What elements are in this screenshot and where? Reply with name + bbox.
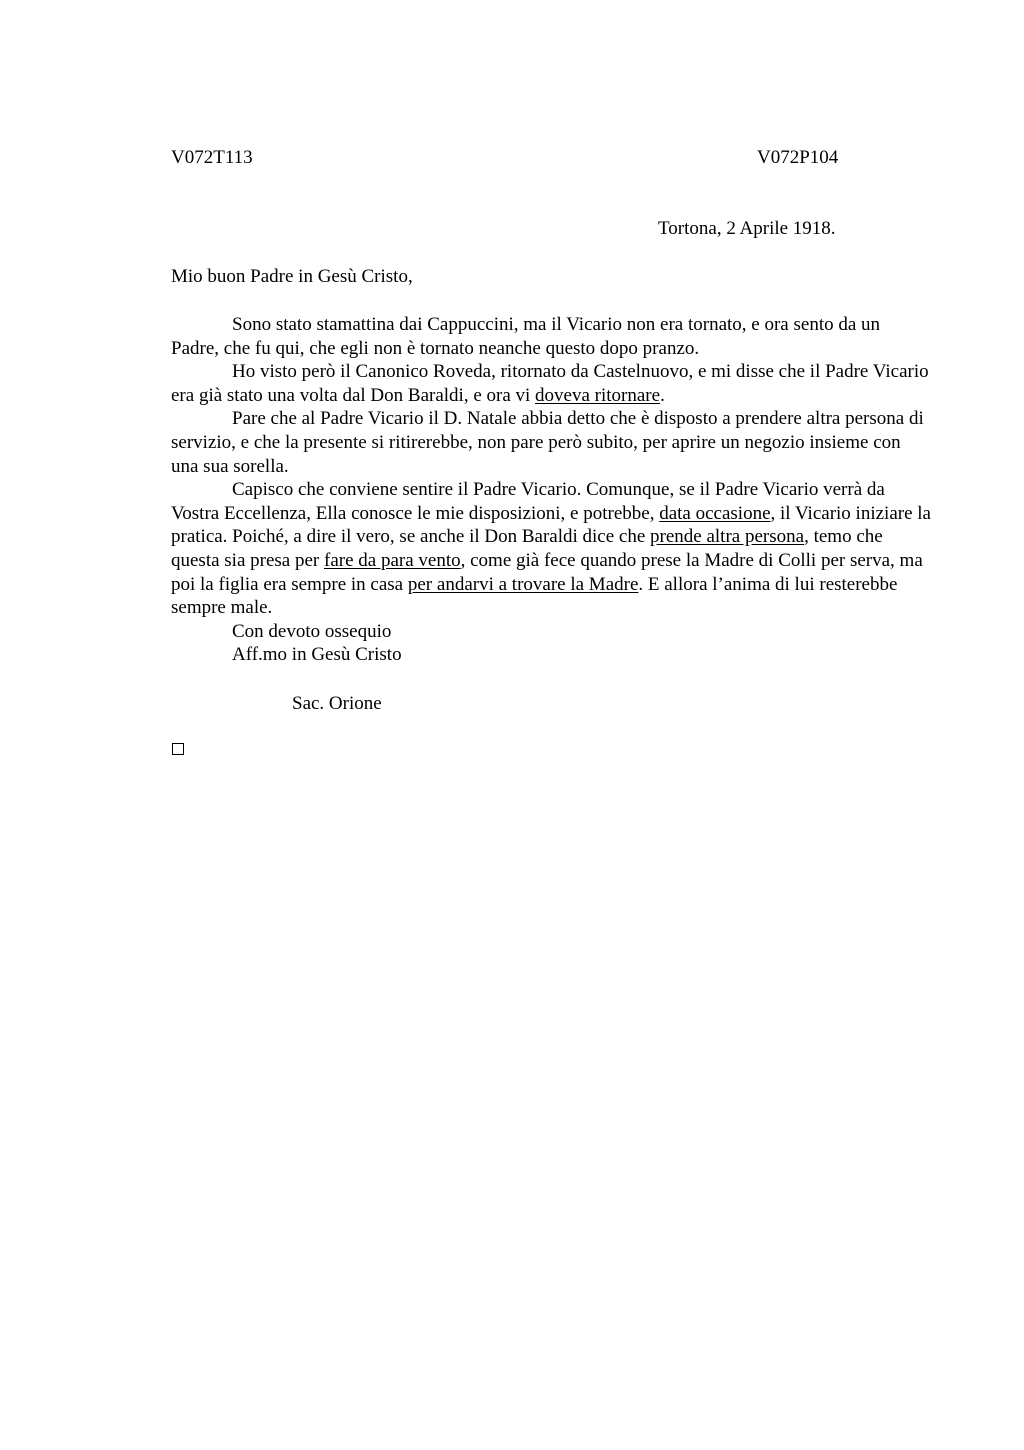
- underlined-phrase-fare-da-para-vento: fare da para vento: [324, 549, 461, 571]
- paragraph-1: Sono stato stamattina dai Cappuccini, ma il Vicario non era tornato, e ora sento da un Padre, che fu qui, che egli non è tornato neanche questo dopo pranzo.: [171, 314, 881, 359]
- letter-signature: Sac. Orione: [292, 693, 382, 714]
- paragraph-2-text-b: .: [660, 384, 665, 406]
- closing-line-2: Aff.mo in Gesù Cristo: [232, 644, 402, 666]
- paragraph-2: [171, 360, 931, 407]
- square-outline-icon: [172, 743, 184, 755]
- letter-date: Tortona, 2 Aprile 1918.: [658, 218, 836, 239]
- paragraph-4-text-d: , come già fece quando prese la Madre di Colli per serva, ma poi la figlia era sempre in casa: [171, 549, 923, 595]
- underlined-phrase-per-andarvi: per andarvi a trovare la Madre: [407, 573, 639, 595]
- paragraph-4: [171, 478, 931, 620]
- paragraph-4-text-e: . E allora l’anima di lui resterebbe sempre male.: [171, 573, 898, 619]
- paragraph-4-text-b: , il Vicario iniziare la pratica. Poiché, a dire il vero, se anche il Don Baraldi dice che: [171, 502, 931, 548]
- letter-salutation: Mio buon Padre in Gesù Cristo,: [171, 266, 413, 287]
- paragraph-4-text-a: Capisco che conviene sentire il Padre Vicario. Comunque, se il Padre Vicario verrà da Vostra Eccellenza, Ella conosce le mie disposizioni, e potrebbe,: [171, 479, 885, 524]
- paragraph-3: Pare che al Padre Vicario il D. Natale abbia detto che è disposto a prendere altra persona di servizio, e che la presente si ritirerebbe, non pare però subito, per aprire un negozio insieme con una sua sorella.: [171, 408, 924, 477]
- document-code-left: V072T113: [171, 147, 253, 168]
- paragraph-4-text-c: , temo che questa sia presa per: [171, 526, 883, 571]
- closing-line-1: Con devoto ossequio: [232, 620, 392, 642]
- underlined-phrase-prende-altra-persona: prende altra persona: [650, 526, 805, 548]
- document-code-right: V072P104: [757, 147, 839, 168]
- paragraph-2-text-a: Ho visto però il Canonico Roveda, ritornato da Castelnuovo, e mi disse che il Padre Vicario era già stato una volta dal Don Baraldi, e ora vi: [171, 361, 929, 406]
- letter-body: [171, 313, 931, 667]
- underlined-phrase-doveva-ritornare: doveva ritornare: [535, 384, 661, 406]
- underlined-phrase-data-occasione: data occasione: [659, 502, 771, 524]
